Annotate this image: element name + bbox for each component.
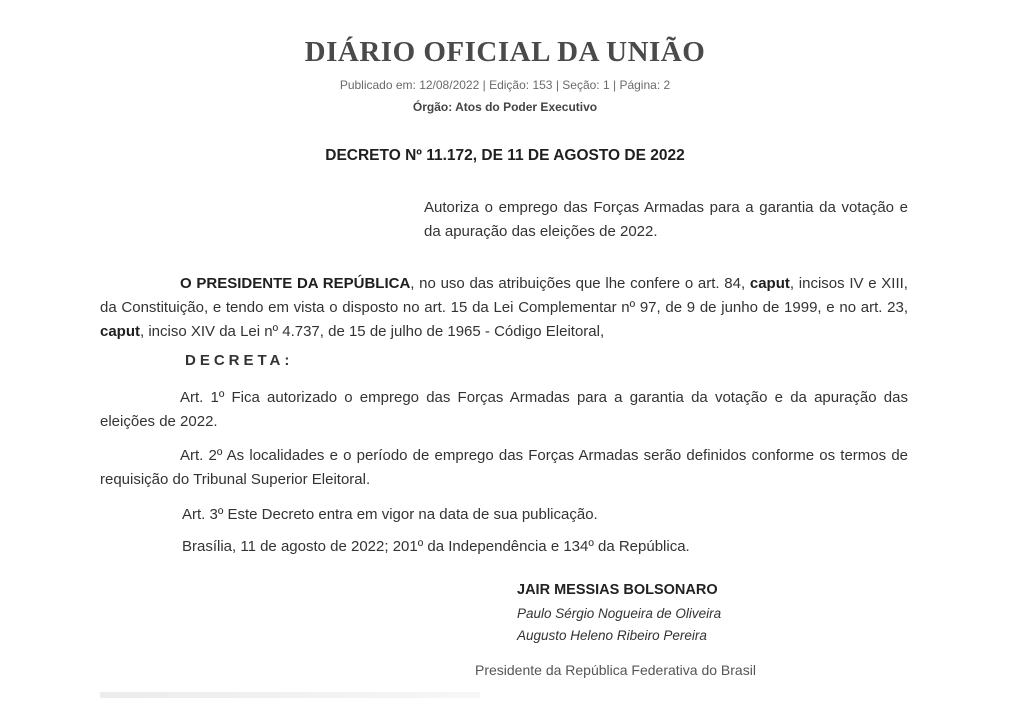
president-signature: JAIR MESSIAS BOLSONARO <box>517 582 718 598</box>
minister-signature-1: Paulo Sérgio Nogueira de Oliveira <box>517 606 722 621</box>
decree-heading: DECRETO Nº 11.172, DE 11 DE AGOSTO DE 2022 <box>325 147 685 164</box>
preamble-part1: , no uso das atribuições que lhe confere o art. 84, <box>410 275 746 292</box>
page-label: Página: <box>619 78 661 92</box>
publication-meta: Publicado em: 12/08/2022 | Edição: 153 | Seção: 1 | Página: 2 <box>339 78 671 92</box>
section-value: 1 <box>602 78 610 92</box>
gazette-title: DIÁRIO OFICIAL DA UNIÃO <box>304 36 706 68</box>
preamble-caput1: caput <box>749 275 790 292</box>
published-label: Publicado em: <box>339 78 416 92</box>
page-value: 2 <box>663 78 671 92</box>
preamble-paragraph <box>100 272 908 344</box>
preamble-subject: O PRESIDENTE DA REPÚBLICA <box>180 275 411 292</box>
article-3: Art. 3º Este Decreto entra em vigor na data de sua publicação. <box>182 506 598 523</box>
preamble-part2: , incisos IV e XIII, da Constituição, e tendo em vista o disposto no art. 15 da Lei Complementar nº 97, de 9 de junho de 1999, e no art. 23, <box>100 275 908 316</box>
decree-summary: Autoriza o emprego das Forças Armadas para a garantia da votação e da apuração das eleições de 2022. <box>424 199 908 240</box>
article-2: Art. 2º As localidades e o período de emprego das Forças Armadas serão definidos conforme os termos de requisição do Tribunal Superior Eleitoral. <box>100 447 908 488</box>
preamble-caput2: caput <box>100 323 141 340</box>
minister-signature-2: Augusto Heleno Ribeiro Pereira <box>517 628 707 643</box>
edition-value: 153 <box>532 78 553 92</box>
edition-label: Edição: <box>489 78 530 92</box>
published-date: 12/08/2022 <box>419 78 480 92</box>
decreta-heading: DECRETA: <box>185 352 294 369</box>
issuing-organ: Órgão: Atos do Poder Executivo <box>412 100 598 114</box>
footer-caption: Presidente da República Federativa do Brasil <box>475 662 756 678</box>
section-label: Seção: <box>562 78 600 92</box>
closing-line: Brasília, 11 de agosto de 2022; 201º da Independência e 134º da República. <box>182 538 690 555</box>
preamble-part3: , inciso XIV da Lei nº 4.737, de 15 de julho de 1965 - Código Eleitoral, <box>140 323 605 340</box>
article-1: Art. 1º Fica autorizado o emprego das Forças Armadas para a garantia da votação e da apuração das eleições de 2022. <box>100 389 908 430</box>
cut-off-text-line <box>100 692 480 698</box>
